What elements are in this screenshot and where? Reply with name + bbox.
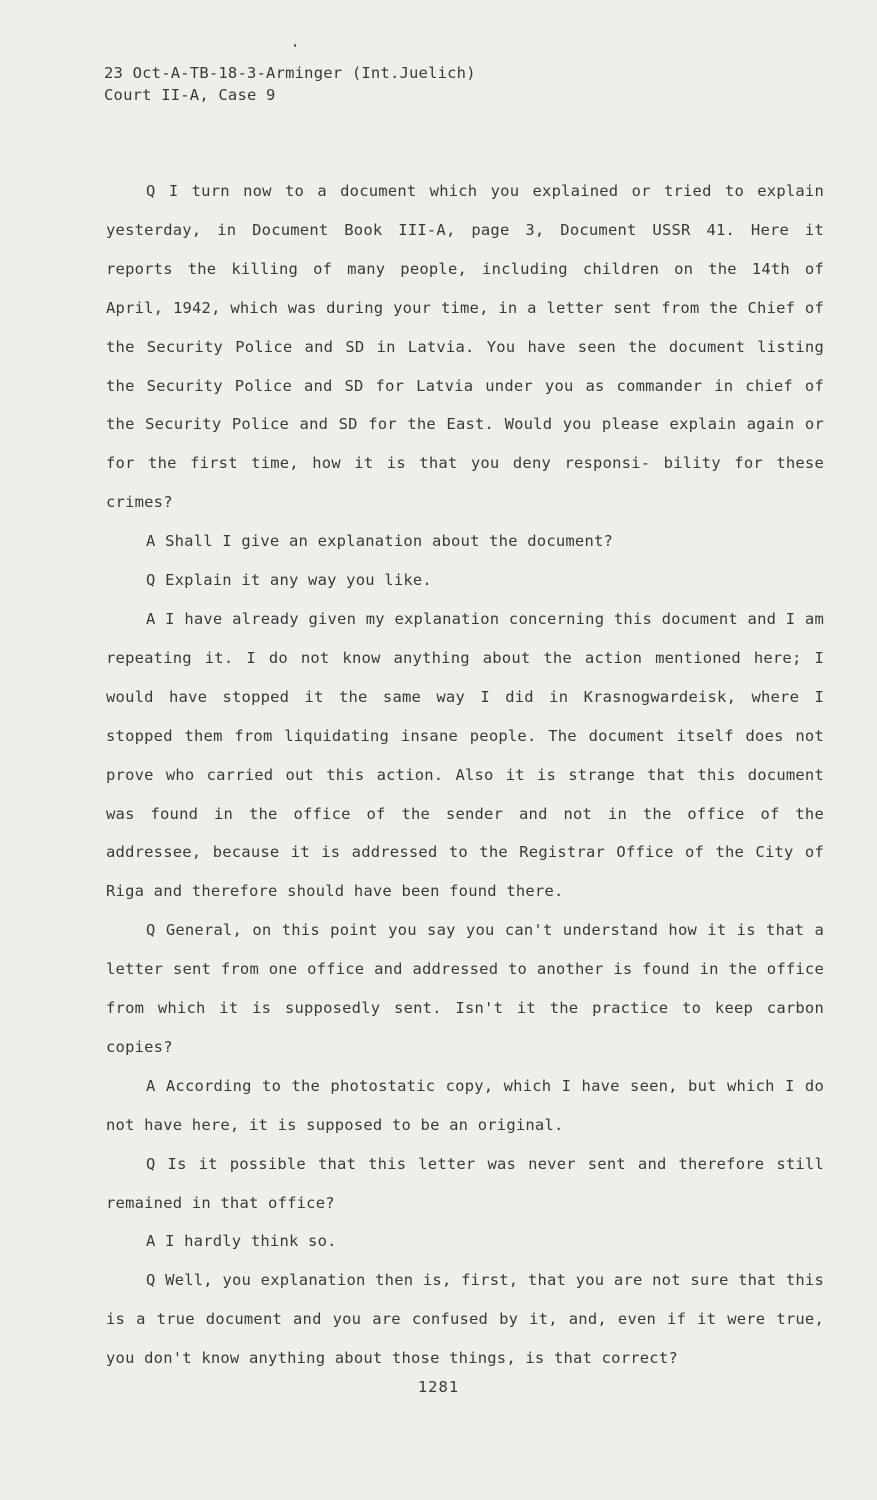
page-number: 1281	[417, 1378, 460, 1396]
transcript-paragraph-a1: A Shall I give an explanation about the document?	[146, 532, 614, 551]
header-reference-line: 23 Oct-A-TB-18-3-Arminger (Int.Juelich)	[104, 64, 476, 82]
transcript-paragraph-a3: A According to the photostatic copy, which I have seen, but which I do not have here, it is supposed to be an original.	[106, 1076, 824, 1134]
transcript-paragraph-q3: Q General, on this point you say you can't understand how it is that a letter sent from one office and addressed to another is found in the office from which it is supposedly sent. Isn't it the practice to keep carbon copies?	[106, 921, 824, 1056]
header-court-line: Court II-A, Case 9	[104, 86, 276, 104]
transcript-body	[106, 172, 824, 1378]
transcript-paragraph-q4: Q Is it possible that this letter was never sent and therefore still remained in that office?	[106, 1154, 824, 1212]
transcript-paragraph-a4: A I hardly think so.	[146, 1232, 337, 1251]
transcript-paragraph-q5: Q Well, you explanation then is, first, that you are not sure that this is a true document and you are confused by it, and, even if it were true, you don't know anything about those things, is that correct?	[106, 1271, 824, 1368]
ink-speck	[294, 44, 296, 47]
transcript-paragraph-q1: Q I turn now to a document which you explained or tried to explain yesterday, in Document Book III-A, page 3, Document USSR 41. Here it reports the killing of many people, including children on the 14th of April, 1942, which was during your time, in a letter sent from the Chief of the Security Police and SD in Latvia. You have seen the document listing the Security Police and SD for Latvia under you as commander in chief of the Security Police and SD for the East. Would you please explain again or for the first time, how it is that you deny responsi- bility for these crimes?	[106, 182, 824, 512]
transcript-paragraph-q2: Q Explain it any way you like.	[146, 571, 432, 590]
transcript-paragraph-a2: A I have already given my explanation concerning this document and I am repeating it. I do not know anything about the action mentioned here; I would have stopped it the same way I did in Krasnogwardeisk, where I stopped them from liquidating insane people. The document itself does not prove who carried out this action. Also it is strange that this document was found in the office of the sender and not in the office of the addressee, because it is addressed to the Registrar Office of the City of Riga and therefore should have been found there.	[106, 609, 824, 901]
document-header	[104, 62, 476, 106]
